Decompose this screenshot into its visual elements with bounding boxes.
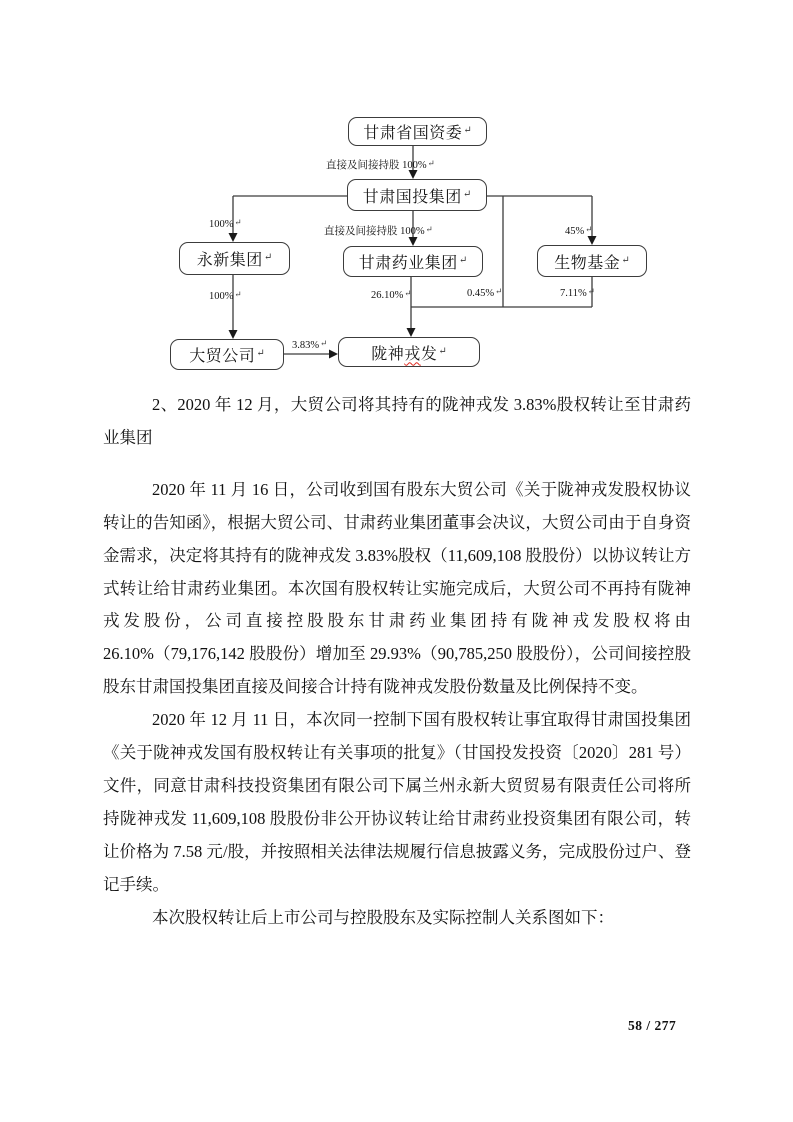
return-mark-icon: ↵ [438,345,447,357]
edge-label-text: 0.45% [467,288,495,299]
edge-label-0-45 [467,288,502,299]
edge-label-26-10 [371,290,412,301]
ownership-structure-diagram [0,0,793,400]
return-mark-icon: ↵ [234,217,242,227]
return-mark-icon: ↵ [587,286,595,296]
return-mark-icon: ↵ [427,158,435,168]
node-gansu-sasac [348,117,487,146]
edge-yongxin-to-damao [229,275,238,339]
return-mark-icon: ↵ [458,255,468,266]
edge-label-45 [565,226,592,237]
return-mark-icon: ↵ [585,224,593,234]
node-damao-company [170,339,284,370]
node-label: 大贸公司 [189,348,256,365]
return-mark-icon: ↵ [263,252,273,263]
return-mark-icon: ↵ [462,188,472,200]
paragraph-approval-document: 2020 年 12 月 11 日，本次同一控制下国有股权转让事宜取得甘肃国投集团《关于陇神戎发国有股权转让有关事项的批复》（甘国投发投资〔2020〕281 号）文件，同意甘肃科技投资集团有限公司下属兰州永新大贸贸易有限责任公司将所持陇神戎发 11,609,108 股股份非公开协议转让给甘肃药业投资集团有限公司，转让价格为 7.58 元/股，并按照相关法律法规履行信息披露义务，完成股份过户、登记手续。 [103,710,691,894]
edge-label-text: 100% [209,291,234,302]
edge-label-text: 26.10% [371,290,404,301]
document-body [103,389,691,935]
paragraph-relationship-chart-intro: 本次股权转让后上市公司与控股股东及实际控制人关系图如下： [152,907,614,927]
node-label: 甘肃国投集团 [362,188,462,206]
edge-label-7-11 [560,288,595,299]
node-label: 生物基金 [554,254,621,272]
node-label: 永新集团 [196,252,263,269]
node-label: 发 [420,345,438,363]
node-label-spellcheck: 戎 [404,345,421,363]
return-mark-icon: ↵ [256,348,265,359]
node-longshen-rongfa [338,337,480,367]
node-label: 甘肃省国资委 [363,125,463,142]
return-mark-icon: ↵ [425,224,433,234]
node-yongxin-group [179,242,290,275]
node-gansu-yaoye [343,246,483,277]
return-mark-icon: ↵ [495,286,503,296]
edge-label-hold-100-mid [324,223,433,238]
edge-label-3-83 [292,340,327,351]
edge-label-100-left-bottom [209,291,242,302]
section-heading: 2、2020 年 12 月，大贸公司将其持有的陇神戎发 3.83%股权转让至甘肃药业集团 [103,395,691,447]
edge-label-text: 直接及间接持股 100% [324,226,425,237]
node-gansu-guotou [347,179,487,211]
return-mark-icon: ↵ [621,254,630,266]
edge-label-text: 100% [209,219,234,230]
edge-label-text: 45% [565,226,585,237]
node-label: 陇神 [371,345,405,363]
return-mark-icon: ↵ [463,125,472,136]
edge-label-100-left-top [209,219,242,230]
edge-label-text: 3.83% [292,340,320,351]
paragraph-share-transfer-notice: 2020 年 11 月 16 日，公司收到国有股东大贸公司《关于陇神戎发股权协议转让的告知函》，根据大贸公司、甘肃药业集团董事会决议，大贸公司由于自身资金需求，决定将其持有的陇神戎发 3.83%股权（11,609,108 股股份）以协议转让方式转让给甘肃药业集团。本次国有股权转让实施完成后，大贸公司不再持有陇神戎发股份，公司直接控股股东甘肃药业集团持有陇神戎发股权将由 26.10%（79,176,142 股股份）增加至 29.93%（90,785,250 股股份），公司间接控股股东甘肃国投集团直接及间接合计持有陇神戎发股份数量及比例保持不变。 [103,479,691,697]
node-shengwu-fund [537,245,647,277]
edge-label-text: 直接及间接持股 100% [326,160,427,171]
page-number: 58 / 277 [628,1018,677,1033]
return-mark-icon: ↵ [320,338,328,348]
edge-label-text: 7.11% [560,288,587,299]
return-mark-icon: ↵ [234,289,242,299]
edge-label-hold-100-top [326,157,435,172]
return-mark-icon: ↵ [404,288,412,298]
node-label: 甘肃药业集团 [358,255,458,272]
